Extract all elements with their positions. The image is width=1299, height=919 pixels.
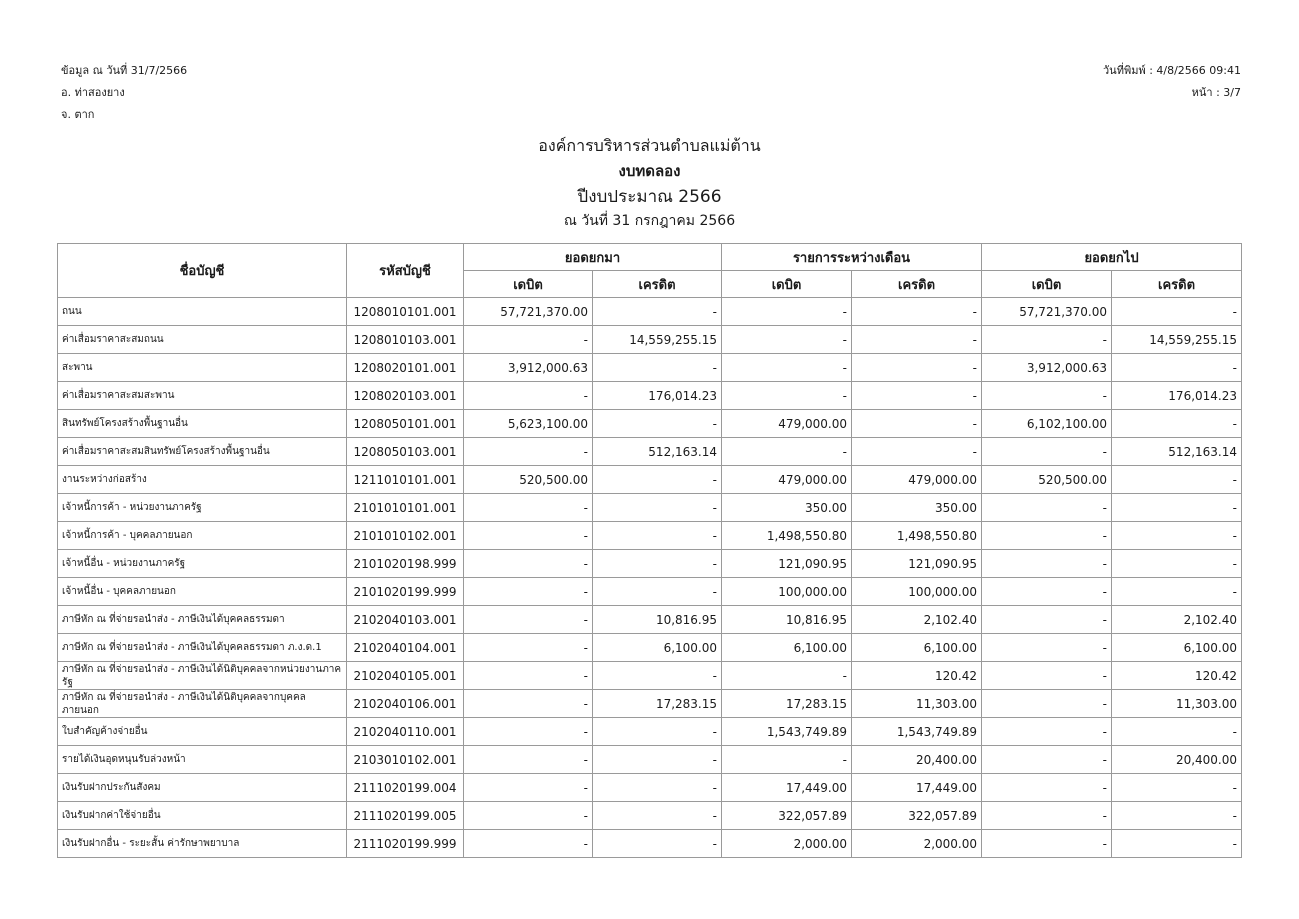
account-name: ภาษีหัก ณ ที่จ่ายรอนำส่ง - ภาษีเงินได้บุคคลธรรมดา xyxy=(58,606,347,634)
header-credit: เครดิต xyxy=(852,271,982,298)
cf-debit: 6,102,100.00 xyxy=(982,410,1112,438)
bf-credit: - xyxy=(593,410,722,438)
cf-credit: 120.42 xyxy=(1112,662,1242,690)
account-name: เจ้าหนี้การค้า - บุคคลภายนอก xyxy=(58,522,347,550)
month-credit: 17,449.00 xyxy=(852,774,982,802)
bf-debit: - xyxy=(464,774,593,802)
cf-credit: - xyxy=(1112,494,1242,522)
cf-credit: - xyxy=(1112,550,1242,578)
cf-credit: 14,559,255.15 xyxy=(1112,326,1242,354)
header-brought-forward: ยอดยกมา xyxy=(464,244,722,271)
bf-debit: 3,912,000.63 xyxy=(464,354,593,382)
month-credit: 2,102.40 xyxy=(852,606,982,634)
account-name: เจ้าหนี้การค้า - หน่วยงานภาครัฐ xyxy=(58,494,347,522)
table-row xyxy=(58,690,1242,718)
month-credit: 121,090.95 xyxy=(852,550,982,578)
month-debit: 6,100.00 xyxy=(722,634,852,662)
bf-debit: - xyxy=(464,718,593,746)
cf-credit: 176,014.23 xyxy=(1112,382,1242,410)
cf-credit: - xyxy=(1112,410,1242,438)
bf-debit: 520,500.00 xyxy=(464,466,593,494)
as-of-date: ณ วันที่ 31 กรกฎาคม 2566 xyxy=(563,213,736,229)
bf-debit: - xyxy=(464,830,593,858)
account-name: สะพาน xyxy=(58,354,347,382)
cf-credit: - xyxy=(1112,466,1242,494)
bf-debit: - xyxy=(464,550,593,578)
header-credit: เครดิต xyxy=(593,271,722,298)
cf-debit: 520,500.00 xyxy=(982,466,1112,494)
header-carried-forward: ยอดยกไป xyxy=(982,244,1242,271)
account-code: 1208050101.001 xyxy=(347,410,464,438)
bf-credit: - xyxy=(593,550,722,578)
account-code: 1208050103.001 xyxy=(347,438,464,466)
header-debit: เดบิต xyxy=(722,271,852,298)
month-debit: - xyxy=(722,438,852,466)
account-name: ค่าเสื่อมราคาสะสมสินทรัพย์โครงสร้างพื้นฐานอื่น xyxy=(58,438,347,466)
month-credit: 1,543,749.89 xyxy=(852,718,982,746)
account-code: 2103010102.001 xyxy=(347,746,464,774)
month-debit: 1,498,550.80 xyxy=(722,522,852,550)
bf-credit: - xyxy=(593,802,722,830)
table-row xyxy=(58,326,1242,354)
cf-debit: - xyxy=(982,718,1112,746)
month-credit: 322,057.89 xyxy=(852,802,982,830)
table-row xyxy=(58,550,1242,578)
bf-debit: 5,623,100.00 xyxy=(464,410,593,438)
fiscal-year: ปีงบประมาณ 2566 xyxy=(577,187,722,207)
account-name: รายได้เงินอุดหนุนรับล่วงหน้า xyxy=(58,746,347,774)
month-credit: 1,498,550.80 xyxy=(852,522,982,550)
table-row xyxy=(58,522,1242,550)
account-name: ค่าเสื่อมราคาสะสมถนน xyxy=(58,326,347,354)
report-title: งบทดลอง xyxy=(618,162,681,180)
bf-debit: - xyxy=(464,746,593,774)
cf-credit: 2,102.40 xyxy=(1112,606,1242,634)
table-row xyxy=(58,354,1242,382)
month-credit: 479,000.00 xyxy=(852,466,982,494)
cf-debit: - xyxy=(982,634,1112,662)
bf-credit: - xyxy=(593,494,722,522)
bf-credit: 10,816.95 xyxy=(593,606,722,634)
bf-credit: 512,163.14 xyxy=(593,438,722,466)
account-name: ภาษีหัก ณ ที่จ่ายรอนำส่ง - ภาษีเงินได้บุคคลธรรมดา ภ.ง.ด.1 xyxy=(58,634,347,662)
table-row xyxy=(58,746,1242,774)
bf-debit: - xyxy=(464,802,593,830)
page-number: หน้า : 3/7 xyxy=(1191,86,1241,99)
bf-debit: - xyxy=(464,494,593,522)
bf-credit: - xyxy=(593,746,722,774)
account-code: 1211010101.001 xyxy=(347,466,464,494)
cf-credit: - xyxy=(1112,578,1242,606)
account-name: เจ้าหนี้อื่น - บุคคลภายนอก xyxy=(58,578,347,606)
report-meta-right xyxy=(1103,60,1241,104)
bf-credit: - xyxy=(593,774,722,802)
header-debit: เดบิต xyxy=(982,271,1112,298)
account-code: 2101010102.001 xyxy=(347,522,464,550)
cf-credit: - xyxy=(1112,830,1242,858)
month-credit: 120.42 xyxy=(852,662,982,690)
account-code: 1208020101.001 xyxy=(347,354,464,382)
cf-debit: - xyxy=(982,382,1112,410)
header-credit: เครดิต xyxy=(1112,271,1242,298)
bf-credit: 14,559,255.15 xyxy=(593,326,722,354)
month-debit: 17,449.00 xyxy=(722,774,852,802)
header-during-month: รายการระหว่างเดือน xyxy=(722,244,982,271)
month-debit: 350.00 xyxy=(722,494,852,522)
district: อ. ท่าสองยาง xyxy=(61,86,125,99)
month-debit: - xyxy=(722,298,852,326)
cf-debit: - xyxy=(982,522,1112,550)
account-code: 2102040110.001 xyxy=(347,718,464,746)
table-row xyxy=(58,662,1242,690)
cf-credit: 20,400.00 xyxy=(1112,746,1242,774)
month-debit: 479,000.00 xyxy=(722,466,852,494)
cf-debit: - xyxy=(982,606,1112,634)
table-row xyxy=(58,802,1242,830)
bf-credit: - xyxy=(593,466,722,494)
cf-debit: - xyxy=(982,550,1112,578)
cf-credit: 6,100.00 xyxy=(1112,634,1242,662)
print-date: วันที่พิมพ์ : 4/8/2566 09:41 xyxy=(1103,64,1241,77)
bf-debit: 57,721,370.00 xyxy=(464,298,593,326)
header-debit: เดบิต xyxy=(464,271,593,298)
month-credit: - xyxy=(852,410,982,438)
account-code: 2102040105.001 xyxy=(347,662,464,690)
table-row xyxy=(58,830,1242,858)
account-name: เงินรับฝากค่าใช้จ่ายอื่น xyxy=(58,802,347,830)
cf-debit: - xyxy=(982,802,1112,830)
account-code: 2111020199.999 xyxy=(347,830,464,858)
report-titles xyxy=(0,133,1299,232)
province: จ. ตาก xyxy=(61,108,95,121)
table-row xyxy=(58,578,1242,606)
account-name: ถนน xyxy=(58,298,347,326)
account-code: 1208010103.001 xyxy=(347,326,464,354)
bf-debit: - xyxy=(464,522,593,550)
cf-debit: 3,912,000.63 xyxy=(982,354,1112,382)
cf-credit: 512,163.14 xyxy=(1112,438,1242,466)
bf-credit: - xyxy=(593,578,722,606)
account-name: ค่าเสื่อมราคาสะสมสะพาน xyxy=(58,382,347,410)
data-date: ข้อมูล ณ วันที่ 31/7/2566 xyxy=(61,64,188,77)
table-row xyxy=(58,774,1242,802)
month-debit: 10,816.95 xyxy=(722,606,852,634)
account-name: เจ้าหนี้อื่น - หน่วยงานภาครัฐ xyxy=(58,550,347,578)
cf-credit: - xyxy=(1112,298,1242,326)
table-row xyxy=(58,298,1242,326)
month-debit: 322,057.89 xyxy=(722,802,852,830)
bf-debit: - xyxy=(464,634,593,662)
report-meta-left xyxy=(61,60,187,126)
cf-debit: - xyxy=(982,494,1112,522)
bf-credit: - xyxy=(593,718,722,746)
bf-credit: 176,014.23 xyxy=(593,382,722,410)
bf-debit: - xyxy=(464,326,593,354)
account-code: 1208010101.001 xyxy=(347,298,464,326)
account-code: 2111020199.005 xyxy=(347,802,464,830)
bf-debit: - xyxy=(464,662,593,690)
cf-debit: 57,721,370.00 xyxy=(982,298,1112,326)
trial-balance-table xyxy=(57,243,1242,858)
table-row xyxy=(58,606,1242,634)
account-code: 2102040103.001 xyxy=(347,606,464,634)
account-code: 2111020199.004 xyxy=(347,774,464,802)
month-credit: - xyxy=(852,354,982,382)
cf-debit: - xyxy=(982,774,1112,802)
cf-credit: - xyxy=(1112,774,1242,802)
account-name: ภาษีหัก ณ ที่จ่ายรอนำส่ง - ภาษีเงินได้นิติบุคคลจากหน่วยงานภาครัฐ xyxy=(58,662,347,690)
bf-credit: - xyxy=(593,354,722,382)
account-code: 2101010101.001 xyxy=(347,494,464,522)
table-row xyxy=(58,382,1242,410)
bf-credit: - xyxy=(593,522,722,550)
cf-debit: - xyxy=(982,690,1112,718)
month-debit: - xyxy=(722,326,852,354)
account-code: 2102040106.001 xyxy=(347,690,464,718)
cf-debit: - xyxy=(982,578,1112,606)
bf-credit: 6,100.00 xyxy=(593,634,722,662)
cf-credit: - xyxy=(1112,718,1242,746)
account-name: ภาษีหัก ณ ที่จ่ายรอนำส่ง - ภาษีเงินได้นิติบุคคลจากบุคคลภายนอก xyxy=(58,690,347,718)
account-code: 2101020199.999 xyxy=(347,578,464,606)
bf-debit: - xyxy=(464,606,593,634)
table-row xyxy=(58,438,1242,466)
month-credit: 100,000.00 xyxy=(852,578,982,606)
cf-debit: - xyxy=(982,326,1112,354)
cf-credit: - xyxy=(1112,802,1242,830)
bf-credit: - xyxy=(593,830,722,858)
account-name: งานระหว่างก่อสร้าง xyxy=(58,466,347,494)
account-code: 1208020103.001 xyxy=(347,382,464,410)
month-debit: 100,000.00 xyxy=(722,578,852,606)
month-credit: 6,100.00 xyxy=(852,634,982,662)
cf-debit: - xyxy=(982,438,1112,466)
bf-debit: - xyxy=(464,578,593,606)
cf-debit: - xyxy=(982,746,1112,774)
account-code: 2102040104.001 xyxy=(347,634,464,662)
month-credit: 20,400.00 xyxy=(852,746,982,774)
month-credit: 2,000.00 xyxy=(852,830,982,858)
bf-credit: - xyxy=(593,662,722,690)
month-debit: - xyxy=(722,354,852,382)
month-debit: 2,000.00 xyxy=(722,830,852,858)
table-row xyxy=(58,718,1242,746)
month-debit: 479,000.00 xyxy=(722,410,852,438)
bf-credit: 17,283.15 xyxy=(593,690,722,718)
month-credit: - xyxy=(852,298,982,326)
month-debit: - xyxy=(722,382,852,410)
cf-debit: - xyxy=(982,830,1112,858)
month-debit: 121,090.95 xyxy=(722,550,852,578)
cf-credit: - xyxy=(1112,354,1242,382)
header-account-name: ชื่อบัญชี xyxy=(58,244,347,298)
month-credit: - xyxy=(852,326,982,354)
month-credit: 350.00 xyxy=(852,494,982,522)
account-name: เงินรับฝากประกันสังคม xyxy=(58,774,347,802)
month-debit: 17,283.15 xyxy=(722,690,852,718)
cf-debit: - xyxy=(982,662,1112,690)
month-credit: 11,303.00 xyxy=(852,690,982,718)
bf-debit: - xyxy=(464,438,593,466)
month-debit: 1,543,749.89 xyxy=(722,718,852,746)
bf-debit: - xyxy=(464,690,593,718)
account-code: 2101020198.999 xyxy=(347,550,464,578)
table-row xyxy=(58,466,1242,494)
month-debit: - xyxy=(722,662,852,690)
table-row xyxy=(58,634,1242,662)
account-name: เงินรับฝากอื่น - ระยะสั้น ค่ารักษาพยาบาล xyxy=(58,830,347,858)
header-account-code: รหัสบัญชี xyxy=(347,244,464,298)
month-credit: - xyxy=(852,382,982,410)
cf-credit: - xyxy=(1112,522,1242,550)
cf-credit: 11,303.00 xyxy=(1112,690,1242,718)
month-credit: - xyxy=(852,438,982,466)
bf-debit: - xyxy=(464,382,593,410)
table-row xyxy=(58,410,1242,438)
organization-name: องค์การบริหารส่วนตำบลแม่ต้าน xyxy=(538,136,761,155)
account-name: ใบสำคัญค้างจ่ายอื่น xyxy=(58,718,347,746)
account-name: สินทรัพย์โครงสร้างพื้นฐานอื่น xyxy=(58,410,347,438)
month-debit: - xyxy=(722,746,852,774)
table-row xyxy=(58,494,1242,522)
bf-credit: - xyxy=(593,298,722,326)
